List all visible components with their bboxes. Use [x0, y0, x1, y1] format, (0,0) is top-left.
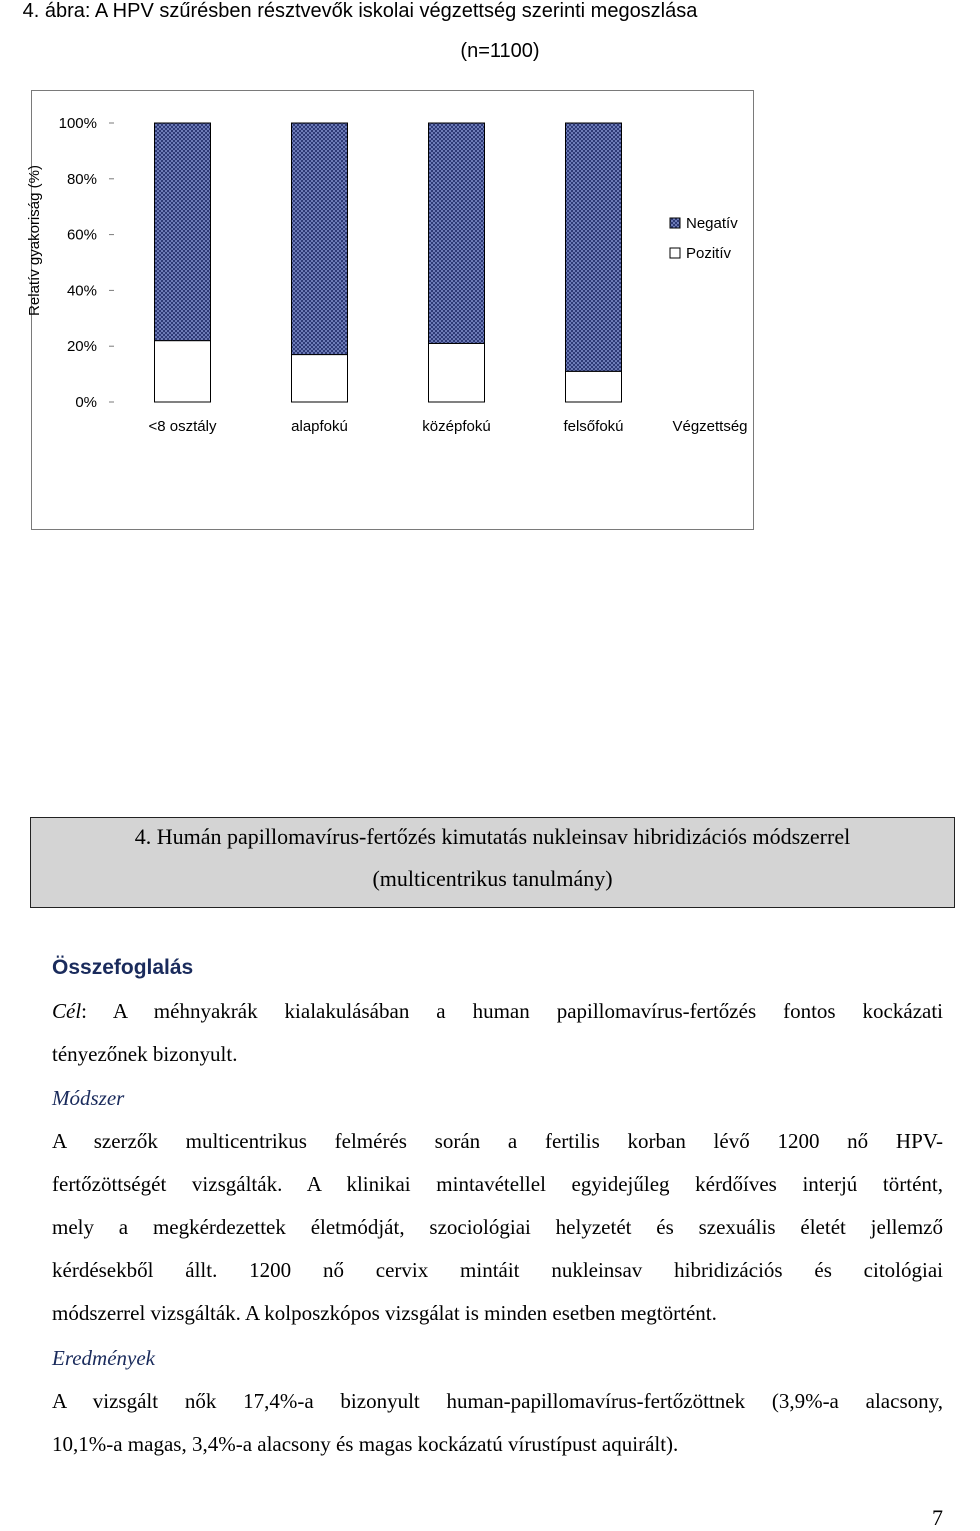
cel-paragraph [52, 990, 943, 1033]
y-tick-label: 20% [66, 338, 97, 356]
eredmenyek-paragraph [52, 1380, 943, 1466]
bar-negatív [155, 123, 211, 341]
eredmenyek-heading: Eredmények [52, 1346, 155, 1370]
modszer-line: módszerrel vizsgálták. A kolposzkópos vizsgálat is minden esetben megtörtént. [52, 1301, 717, 1325]
x-category-label: alapfokú [291, 418, 348, 435]
bar-pozitív [155, 341, 211, 402]
y-tick-label: 0% [75, 394, 97, 411]
bar-pozitív [566, 371, 622, 402]
y-axis-label: Relatív gyakoriság (%) [26, 165, 43, 316]
page-number: 7 [932, 1505, 943, 1530]
cel-text-2: tényezőnek bizonyult. [52, 1042, 238, 1066]
bar-negatív [566, 123, 622, 371]
modszer-paragraph [52, 1120, 943, 1335]
cel-paragraph-2 [52, 1033, 943, 1076]
y-tick-label: 80% [66, 170, 97, 188]
legend-swatch-negatív [670, 218, 680, 228]
modszer-line: mely a megkérdezettek életmódját, szociológiai helyzetét és szexuális életét jellemző [52, 1215, 943, 1239]
x-axis-label: Végzettség [672, 418, 748, 435]
summary-heading: Összefoglalás [52, 956, 194, 979]
x-category-label: <8 osztály [148, 418, 217, 435]
stacked-bar-chart [26, 91, 753, 529]
bar-negatív [292, 123, 348, 355]
eredmenyek-line: A vizsgált nők 17,4%-a bizonyult human-papillomavírus-fertőzöttnek (3,9%-a alacsony, [52, 1389, 943, 1413]
cel-line-1 [52, 990, 943, 1033]
figure-caption: 4. ábra: A HPV szűrésben résztvevők iskolai végzettség szerinti megoszlása [22, 0, 698, 22]
cel-label: Cél [52, 999, 82, 1023]
legend-label: Negatív [686, 215, 738, 232]
legend-label: Pozitív [686, 245, 732, 262]
chart-frame [26, 90, 754, 530]
section-subtitle: (multicentrikus tanulmány) [372, 866, 613, 891]
modszer-line: fertőzöttségét vizsgálták. A klinikai mintavétellel egyidejűleg kérdőíves interjú történt, [52, 1172, 943, 1196]
modszer-line: kérdésekből állt. 1200 nő cervix mintáit nukleinsav hibridizációs és citológiai [52, 1258, 943, 1282]
legend-swatch-pozitív [670, 248, 680, 258]
y-tick-label: 40% [66, 282, 97, 300]
section-title: 4. Humán papillomavírus-fertőzés kimutatás nukleinsav hibridizációs módszerrel [134, 824, 851, 849]
x-category-label: középfokú [422, 418, 491, 435]
section-heading-box [30, 817, 955, 908]
bar-pozitív [429, 343, 485, 402]
eredmenyek-line: 10,1%-a magas, 3,4%-a alacsony és magas kockázatú vírustípust aquirált). [52, 1432, 679, 1456]
y-tick-label: 100% [58, 115, 97, 132]
bar-pozitív [292, 355, 348, 402]
x-category-label: felsőfokú [563, 418, 624, 435]
y-tick-label: 60% [66, 226, 97, 244]
modszer-heading: Módszer [52, 1086, 125, 1110]
bar-negatív [429, 123, 485, 343]
modszer-line: A szerzők multicentrikus felmérés során a fertilis korban lévő 1200 nő HPV- [52, 1129, 943, 1153]
figure-caption-n: (n=1100) [460, 40, 540, 62]
cel-text-1: : A méhnyakrák kialakulásában a human papillomavírus-fertőzés fontos kockázati [81, 999, 943, 1023]
